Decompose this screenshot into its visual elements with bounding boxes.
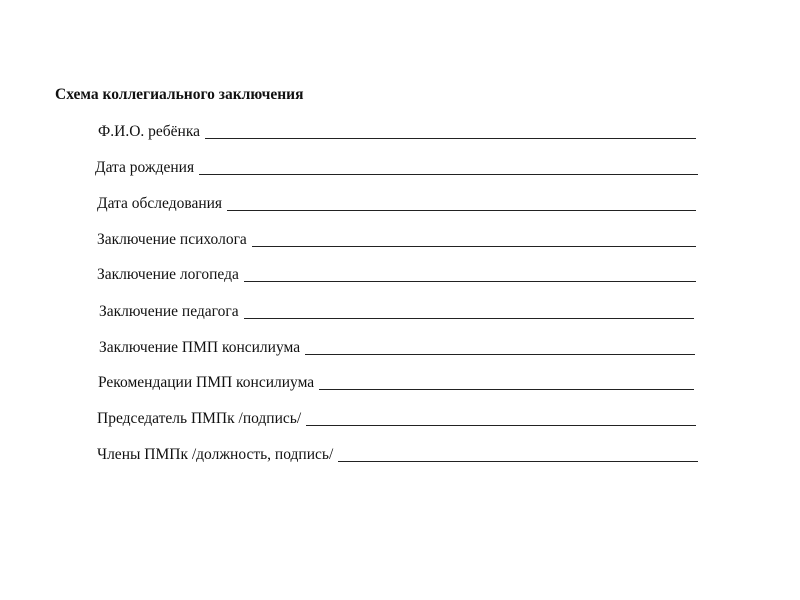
field-label: Дата обследования [97,195,223,212]
field-label: Члены ПМПк /должность, подпись/ [97,446,334,463]
field-exam-date [97,194,696,214]
field-members-signature [97,445,698,465]
field-label: Заключение педагога [99,303,239,320]
field-label: Заключение психолога [97,231,247,248]
fill-in-line[interactable] [199,174,698,175]
fill-in-line[interactable] [252,246,696,247]
fill-in-line[interactable] [306,425,696,426]
fill-in-line[interactable] [227,210,696,211]
fill-in-line[interactable] [338,461,698,462]
field-speech-therapist [97,265,696,285]
field-label: Ф.И.О. ребёнка [98,123,200,140]
field-teacher [99,302,694,322]
field-birth-date [95,158,698,178]
field-label: Дата рождения [95,159,195,176]
field-label: Заключение ПМП консилиума [99,339,301,356]
field-label: Рекомендации ПМП консилиума [98,374,315,391]
field-label: Заключение логопеда [97,266,239,283]
field-psychologist [97,230,696,250]
field-label: Председатель ПМПк /подпись/ [97,410,302,427]
document-title: Схема коллегиального заключения [55,86,304,103]
field-child-name [98,122,696,142]
fill-in-line[interactable] [244,281,696,282]
field-council-conclusion [99,338,695,358]
field-council-recommendations [98,373,694,393]
field-chairman-signature [97,409,696,429]
fill-in-line[interactable] [305,354,695,355]
fill-in-line[interactable] [244,318,694,319]
fill-in-line[interactable] [319,389,694,390]
fill-in-line[interactable] [205,138,696,139]
